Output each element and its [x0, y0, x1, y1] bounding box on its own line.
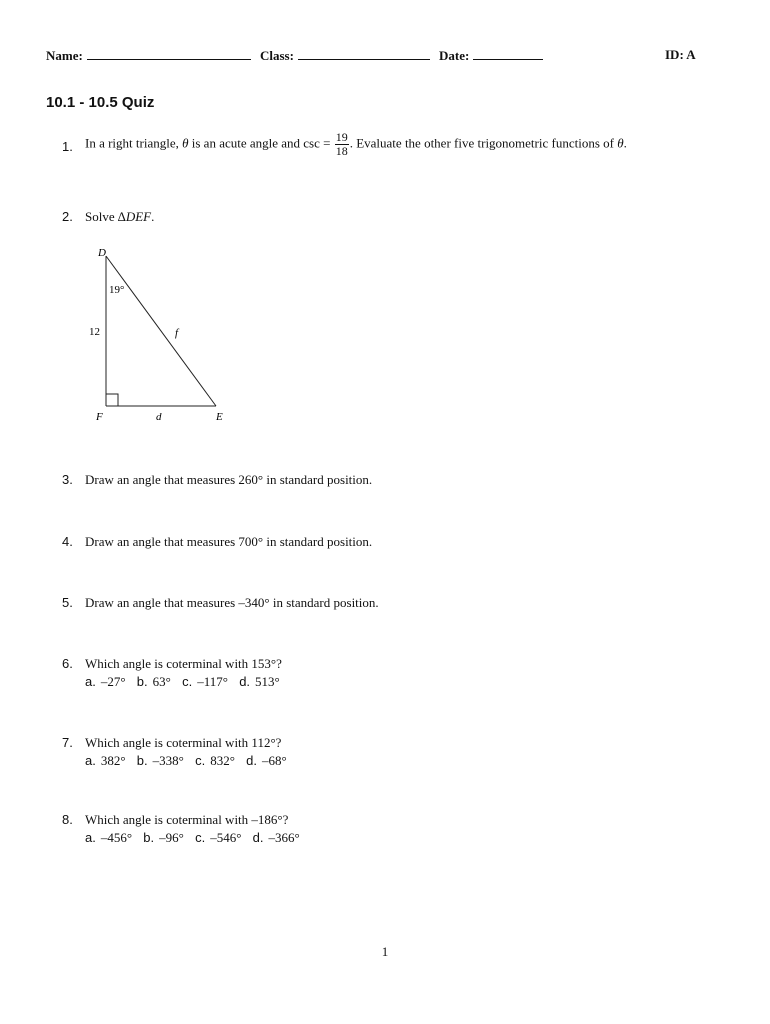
choice-value: –546° [210, 830, 242, 845]
question-number: 7. [62, 735, 73, 750]
answer-choices [85, 830, 308, 846]
question-text: Which angle is coterminal with –186°? [85, 812, 289, 827]
answer-choices [85, 674, 288, 690]
question-number: 3. [62, 472, 73, 487]
question-number: 4. [62, 534, 73, 549]
name-blank[interactable] [87, 47, 251, 60]
side-de-label: f [175, 327, 179, 339]
date-field[interactable] [439, 47, 543, 64]
question-number: 5. [62, 595, 73, 610]
quiz-title: 10.1 - 10.5 Quiz [46, 94, 155, 111]
choice-b[interactable] [137, 753, 184, 768]
q1-text-before: In a right triangle, [85, 135, 179, 151]
question-text: Draw an angle that measures 700° in standard position. [85, 534, 373, 549]
vertex-e-label: E [216, 411, 223, 423]
question-text: Which angle is coterminal with 112°? [85, 735, 282, 750]
triangle-name: DEF [125, 209, 152, 224]
choice-c[interactable] [182, 674, 228, 689]
page-number: 1 [381, 944, 389, 959]
choice-value: –96° [159, 830, 184, 845]
side-de-line [106, 256, 216, 406]
choice-value: –338° [152, 753, 184, 768]
question-number: 8. [62, 812, 73, 827]
angle-label: 19° [109, 284, 125, 296]
id-label: ID: A [665, 47, 696, 62]
choice-value: 382° [100, 753, 126, 768]
choice-value: –27° [100, 674, 126, 689]
choice-c[interactable] [195, 753, 235, 768]
choice-a[interactable] [85, 674, 126, 689]
vertex-d-label: D [98, 247, 106, 259]
choice-letter: d. [239, 674, 251, 689]
choice-c[interactable] [195, 830, 241, 845]
question-number: 1. [62, 139, 73, 154]
question-text: Which angle is coterminal with 153°? [85, 656, 282, 671]
class-field[interactable] [260, 47, 430, 64]
side-fe-label: d [156, 411, 162, 423]
class-blank[interactable] [298, 47, 430, 60]
class-label: Class: [260, 48, 294, 63]
q2-text: Solve [85, 209, 115, 224]
vertex-f-label: F [96, 411, 103, 423]
choice-value: 513° [255, 674, 280, 689]
choice-a[interactable] [85, 830, 132, 845]
right-angle-marker [106, 394, 118, 406]
q1-text-middle: is an acute angle and csc = [191, 135, 331, 151]
choice-letter: b. [143, 830, 155, 845]
question-text [85, 131, 627, 158]
choice-b[interactable] [137, 674, 171, 689]
choice-letter: d. [246, 753, 258, 768]
q1-text-end: . [623, 135, 627, 151]
triangle-def-figure [86, 244, 236, 426]
choice-value: –456° [100, 830, 133, 845]
question-number: 6. [62, 656, 73, 671]
question-number: 2. [62, 209, 73, 224]
choice-d[interactable] [253, 830, 300, 845]
question-text: Draw an angle that measures –340° in standard position. [85, 595, 379, 610]
header [46, 47, 706, 67]
theta-symbol: θ [182, 135, 189, 151]
name-label: Name: [46, 48, 83, 63]
choice-d[interactable] [239, 674, 280, 689]
question-text [85, 209, 154, 225]
q2-end: . [151, 209, 155, 224]
csc-fraction [335, 131, 349, 158]
fraction-denominator: 18 [335, 144, 348, 158]
choice-value: –117° [197, 674, 228, 689]
choice-value: 832° [210, 753, 235, 768]
side-df-label: 12 [89, 326, 100, 338]
choice-value: –366° [268, 830, 300, 845]
answer-choices [85, 753, 295, 769]
choice-letter: a. [85, 753, 96, 768]
choice-letter: a. [85, 674, 96, 689]
theta-symbol: θ [617, 135, 624, 151]
choice-value: 63° [152, 674, 171, 689]
choice-letter: c. [195, 753, 206, 768]
choice-value: –68° [262, 753, 287, 768]
date-label: Date: [439, 48, 470, 63]
date-blank[interactable] [473, 47, 543, 60]
choice-letter: d. [252, 830, 264, 845]
triangle-symbol: ∆ [117, 209, 126, 224]
name-field[interactable] [46, 47, 251, 64]
choice-b[interactable] [143, 830, 184, 845]
question-text: Draw an angle that measures 260° in standard position. [85, 472, 373, 487]
fraction-numerator: 19 [335, 130, 348, 144]
choice-letter: c. [195, 830, 206, 845]
choice-letter: b. [136, 674, 148, 689]
choice-letter: a. [85, 830, 96, 845]
choice-d[interactable] [246, 753, 287, 768]
choice-a[interactable] [85, 753, 126, 768]
choice-letter: c. [182, 674, 193, 689]
q1-text-after: . Evaluate the other five trigonometric functions of [349, 135, 614, 151]
choice-letter: b. [136, 753, 148, 768]
